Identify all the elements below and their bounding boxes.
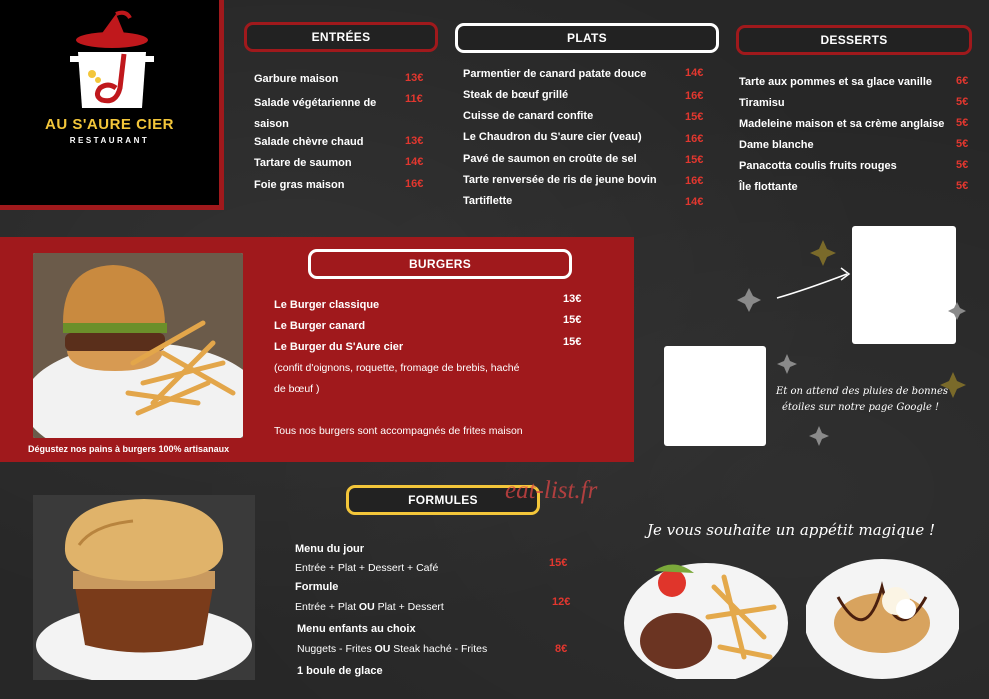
- witch-pot-logo: [64, 8, 154, 116]
- plat-price: 14€: [685, 196, 704, 208]
- plat-item: Pavé de saumon en croûte de sel: [463, 153, 637, 165]
- google-note-line1: Et on attend des pluies de bonnes: [776, 386, 949, 397]
- formule-formule-desc: Entrée + Plat OU Plat + Dessert: [295, 601, 444, 613]
- dessert-item: Île flottante: [739, 181, 798, 193]
- dessert-price: 5€: [956, 96, 969, 108]
- dessert-item: Dame blanche: [739, 139, 814, 151]
- entree-item: Garbure maison: [254, 73, 339, 85]
- entree-price: 14€: [405, 156, 424, 168]
- plat-price: 14€: [685, 67, 704, 79]
- burger-price: 15€: [563, 314, 582, 326]
- plat-item: Cuisse de canard confite: [463, 110, 594, 122]
- entree-item: Salade végétarienne de saison: [254, 97, 377, 130]
- dessert-price: 5€: [956, 138, 969, 150]
- entrees-header: ENTRÉES: [244, 22, 438, 52]
- soup-photo: [33, 495, 255, 680]
- brand-name: AU S'AURE CIER: [45, 116, 174, 133]
- burger-item: Le Burger classique: [274, 299, 380, 311]
- formule-formule-price: 12€: [552, 596, 571, 608]
- plat-item: Parmentier de canard patate douce: [463, 68, 647, 80]
- formule-menu-jour-price: 15€: [549, 557, 568, 569]
- star-decorations: [735, 240, 989, 460]
- burger-detail: (confit d'oignons, roquette, fromage de brebis, haché: [274, 362, 520, 374]
- burger-item: Le Burger canard: [274, 320, 366, 332]
- entree-item: Tartare de saumon: [254, 157, 352, 169]
- plats-header: PLATS: [455, 23, 719, 53]
- burger-note: Tous nos burgers sont accompagnés de frites maison: [274, 425, 523, 437]
- formule-formule: Formule: [295, 581, 339, 593]
- plat-price: 16€: [685, 133, 704, 145]
- dessert-item: Madeleine maison et sa crème anglaise: [739, 118, 945, 130]
- plat-item: Tartiflette: [463, 195, 513, 207]
- formule-enfants-price: 8€: [555, 643, 568, 655]
- formule-enfants-desc: Nuggets - Frites OU Steak haché - Frites: [297, 643, 488, 655]
- burger-detail: de bœuf ): [274, 383, 320, 395]
- dessert-item: Tarte aux pommes et sa glace vanille: [739, 76, 932, 88]
- dessert-price: 5€: [956, 159, 969, 171]
- plat-price: 15€: [685, 111, 704, 123]
- burger-price: 13€: [563, 293, 582, 305]
- entree-price: 13€: [405, 135, 424, 147]
- dessert-item: Panacotta coulis fruits rouges: [739, 160, 897, 172]
- google-note-line2: étoiles sur notre page Google !: [782, 402, 940, 413]
- formule-enfants: Menu enfants au choix: [297, 623, 416, 635]
- plat-item: Le Chaudron du S'aure cier (veau): [463, 131, 642, 143]
- formule-menu-jour: Menu du jour: [295, 543, 365, 555]
- entree-price: 16€: [405, 178, 424, 190]
- plat-price: 16€: [685, 175, 704, 187]
- brand-subtitle: RESTAURANT: [69, 136, 150, 145]
- burger-caption: Dégustez nos pains à burgers 100% artisanaux: [28, 444, 230, 454]
- dessert-item: Tiramisu: [739, 97, 785, 109]
- burger-photo: [33, 253, 243, 438]
- burger-price: 15€: [563, 336, 582, 348]
- burgers-header: BURGERS: [308, 249, 572, 279]
- dessert-price: 6€: [956, 75, 969, 87]
- formule-enfants-extra: 1 boule de glace: [297, 665, 383, 677]
- formule-menu-jour-desc: Entrée + Plat + Dessert + Café: [295, 562, 439, 574]
- entree-price: 13€: [405, 72, 424, 84]
- entree-item: Foie gras maison: [254, 179, 345, 191]
- formules-header: FORMULES: [346, 485, 540, 515]
- entree-price: 11€: [405, 93, 423, 105]
- plat-item: Steak de bœuf grillé: [463, 89, 569, 101]
- wish-text: Je vous souhaite un appétit magique !: [647, 521, 935, 539]
- desserts-header: DESSERTS: [736, 25, 972, 55]
- watermark: eat-list.fr: [505, 477, 598, 504]
- plat-price: 16€: [685, 90, 704, 102]
- dessert-price: 5€: [956, 117, 969, 129]
- plat-item: Tarte renversée de ris de jeune bovin: [463, 174, 657, 186]
- burger-item: Le Burger du S'Aure cier: [274, 341, 404, 353]
- entree-item: Salade chèvre chaud: [254, 136, 364, 148]
- steak-photo: [624, 557, 788, 679]
- dessert-photo: [806, 557, 959, 679]
- plat-price: 15€: [685, 154, 704, 166]
- dessert-price: 5€: [956, 180, 969, 192]
